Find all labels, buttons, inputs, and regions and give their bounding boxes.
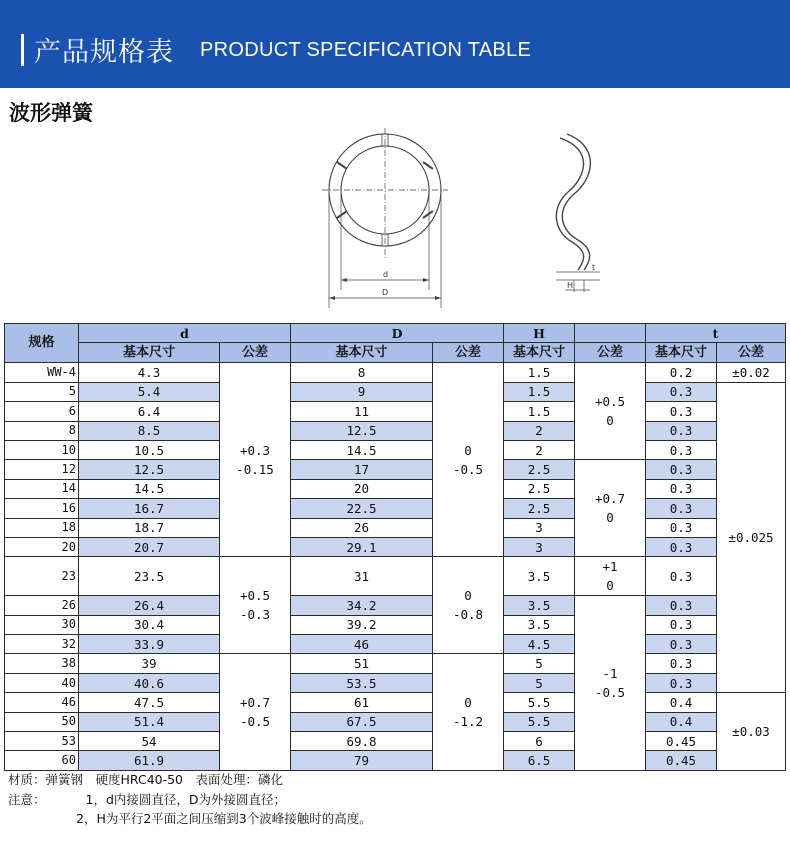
spec-table xyxy=(4,323,786,771)
product-subtitle: 波形弹簧 xyxy=(9,101,93,125)
cell-D: 9 xyxy=(291,382,433,401)
table-row xyxy=(5,518,786,537)
cell-d: 12.5 xyxy=(79,460,220,479)
cell-d: 20.7 xyxy=(79,537,220,556)
cell-H: 5.5 xyxy=(504,712,575,731)
table-row xyxy=(5,382,786,401)
tolerance-d xyxy=(220,362,291,557)
table-row xyxy=(5,751,786,770)
cell-d: 51.4 xyxy=(79,712,220,731)
tolerance-t: ±0.03 xyxy=(717,693,786,771)
cell-D: 22.5 xyxy=(291,499,433,518)
cell-H: 2 xyxy=(504,440,575,459)
notes xyxy=(8,770,372,829)
cell-H: 6.5 xyxy=(504,751,575,770)
table-row xyxy=(5,460,786,479)
note-label: 注意： xyxy=(8,791,46,807)
tolerance-lower: 0 xyxy=(606,413,614,429)
cell-spec: 20 xyxy=(5,537,79,556)
cell-t: 0.45 xyxy=(646,751,717,770)
cell-spec: 12 xyxy=(5,460,79,479)
table-row xyxy=(5,732,786,751)
material-note: 材质：弹簧钢 硬度HRC40-50 表面处理：磷化 xyxy=(8,772,284,787)
header-d-basic: 基本尺寸 xyxy=(79,343,220,362)
header-D-basic: 基本尺寸 xyxy=(291,343,433,362)
cell-t: 0.3 xyxy=(646,421,717,440)
tolerance-lower: 0 xyxy=(606,510,614,526)
cell-d: 30.4 xyxy=(79,615,220,634)
tolerance-upper: -1 xyxy=(602,666,618,682)
tolerance-upper: +0.7 xyxy=(594,491,626,507)
header-t-basic: 基本尺寸 xyxy=(646,343,717,362)
cell-spec: 26 xyxy=(5,596,79,615)
table-row xyxy=(5,537,786,556)
cell-t: 0.3 xyxy=(646,673,717,692)
cell-spec: 60 xyxy=(5,751,79,770)
tolerance-lower: -0.15 xyxy=(236,461,274,477)
cell-H: 3 xyxy=(504,518,575,537)
tolerance-lower: -0.5 xyxy=(452,461,484,477)
cell-spec: 38 xyxy=(5,654,79,673)
cell-spec: 32 xyxy=(5,635,79,654)
cell-t: 0.3 xyxy=(646,499,717,518)
tolerance-lower: -0.3 xyxy=(239,607,271,623)
cell-d: 5.4 xyxy=(79,382,220,401)
tolerance-H xyxy=(575,557,646,596)
cell-t: 0.3 xyxy=(646,382,717,401)
cell-t: 0.3 xyxy=(646,440,717,459)
tolerance-upper: +1 xyxy=(602,559,618,575)
cell-spec: 46 xyxy=(5,693,79,712)
header-d: d xyxy=(79,324,291,343)
cell-spec: 53 xyxy=(5,732,79,751)
cell-H: 3.5 xyxy=(504,596,575,615)
cell-d: 4.3 xyxy=(79,362,220,382)
cell-D: 11 xyxy=(291,402,433,421)
header-t-tol: 公差 xyxy=(717,343,786,362)
cell-t: 0.2 xyxy=(646,362,717,382)
cell-D: 26 xyxy=(291,518,433,537)
cell-H: 2 xyxy=(504,421,575,440)
cell-spec: WW-4 xyxy=(5,362,79,382)
cell-d: 47.5 xyxy=(79,693,220,712)
cell-spec: 23 xyxy=(5,557,79,596)
cell-t: 0.3 xyxy=(646,615,717,634)
banner-title-cn: 产品规格表 xyxy=(34,37,174,68)
table-row xyxy=(5,673,786,692)
cell-D: 20 xyxy=(291,479,433,498)
tolerance-lower: -0.5 xyxy=(594,685,626,701)
table-row xyxy=(5,654,786,673)
cell-t: 0.4 xyxy=(646,693,717,712)
cell-H: 3.5 xyxy=(504,557,575,596)
cell-d: 16.7 xyxy=(79,499,220,518)
cell-spec: 14 xyxy=(5,479,79,498)
header-D-tol: 公差 xyxy=(433,343,504,362)
cell-spec: 10 xyxy=(5,440,79,459)
cell-H: 1.5 xyxy=(504,362,575,382)
cell-H: 2.5 xyxy=(504,460,575,479)
note-1-text: 1，d内接圆直径，D为外接圆直径； xyxy=(85,791,287,807)
cell-spec: 18 xyxy=(5,518,79,537)
cell-D: 34.2 xyxy=(291,596,433,615)
cell-H: 4.5 xyxy=(504,635,575,654)
cell-d: 54 xyxy=(79,732,220,751)
tolerance-d xyxy=(220,654,291,770)
tolerance-upper: +0.5 xyxy=(239,588,271,604)
table-row xyxy=(5,402,786,421)
cell-d: 6.4 xyxy=(79,402,220,421)
banner-title-en: PRODUCT SPECIFICATION TABLE xyxy=(200,39,532,61)
cell-H: 5 xyxy=(504,654,575,673)
cell-t: 0.45 xyxy=(646,732,717,751)
cell-H: 5.5 xyxy=(504,693,575,712)
cell-d: 14.5 xyxy=(79,479,220,498)
table-row xyxy=(5,362,786,382)
tolerance-d xyxy=(220,557,291,654)
header-banner xyxy=(0,0,790,88)
table-row xyxy=(5,693,786,712)
tolerance-lower: -0.8 xyxy=(452,607,484,623)
cell-H: 3 xyxy=(504,537,575,556)
tolerance-upper: 0 xyxy=(464,588,472,604)
header-H: H xyxy=(504,324,575,343)
cell-d: 33.9 xyxy=(79,635,220,654)
cell-t: 0.4 xyxy=(646,712,717,731)
cell-d: 18.7 xyxy=(79,518,220,537)
cell-H: 2.5 xyxy=(504,479,575,498)
cell-spec: 50 xyxy=(5,712,79,731)
cell-spec: 6 xyxy=(5,402,79,421)
tolerance-t: ±0.02 xyxy=(717,362,786,382)
cell-d: 23.5 xyxy=(79,557,220,596)
cell-D: 39.2 xyxy=(291,615,433,634)
cell-D: 61 xyxy=(291,693,433,712)
table-row xyxy=(5,615,786,634)
tolerance-D xyxy=(433,362,504,557)
cell-H: 1.5 xyxy=(504,402,575,421)
cell-d: 61.9 xyxy=(79,751,220,770)
label-d: d xyxy=(383,270,389,279)
cell-t: 0.3 xyxy=(646,635,717,654)
table-row xyxy=(5,712,786,731)
cell-H: 3.5 xyxy=(504,615,575,634)
tolerance-H xyxy=(575,362,646,460)
cell-t: 0.3 xyxy=(646,654,717,673)
cell-D: 69.8 xyxy=(291,732,433,751)
header-H-tol: 公差 xyxy=(575,343,646,362)
cell-spec: 40 xyxy=(5,673,79,692)
cell-d: 40.6 xyxy=(79,673,220,692)
cell-d: 39 xyxy=(79,654,220,673)
cell-spec: 5 xyxy=(5,382,79,401)
cell-t: 0.3 xyxy=(646,402,717,421)
cell-H: 2.5 xyxy=(504,499,575,518)
cell-D: 17 xyxy=(291,460,433,479)
tolerance-upper: +0.7 xyxy=(239,695,271,711)
tolerance-lower: 0 xyxy=(606,578,614,594)
cell-t: 0.3 xyxy=(646,479,717,498)
tolerance-lower: -0.5 xyxy=(239,714,271,730)
cell-t: 0.3 xyxy=(646,460,717,479)
label-D: D xyxy=(382,288,389,297)
tolerance-upper: 0 xyxy=(464,442,472,458)
cell-t: 0.3 xyxy=(646,557,717,596)
header-D: D xyxy=(291,324,504,343)
cell-D: 14.5 xyxy=(291,440,433,459)
header-spec: 规格 xyxy=(5,324,79,363)
cell-t: 0.3 xyxy=(646,518,717,537)
table-row xyxy=(5,421,786,440)
cell-D: 29.1 xyxy=(291,537,433,556)
label-H: H xyxy=(567,281,574,290)
cell-H: 6 xyxy=(504,732,575,751)
cell-D: 53.5 xyxy=(291,673,433,692)
tolerance-upper: +0.5 xyxy=(594,394,626,410)
cell-H: 5 xyxy=(504,673,575,692)
cell-spec: 30 xyxy=(5,615,79,634)
cell-D: 31 xyxy=(291,557,433,596)
note-1 xyxy=(8,790,372,810)
header-H-basic: 基本尺寸 xyxy=(504,343,575,362)
table-row xyxy=(5,557,786,596)
cell-t: 0.3 xyxy=(646,596,717,615)
cell-D: 79 xyxy=(291,751,433,770)
cell-spec: 8 xyxy=(5,421,79,440)
table-row xyxy=(5,596,786,615)
cell-D: 67.5 xyxy=(291,712,433,731)
cell-D: 12.5 xyxy=(291,421,433,440)
cell-d: 10.5 xyxy=(79,440,220,459)
cell-d: 26.4 xyxy=(79,596,220,615)
note-2 xyxy=(8,809,372,829)
table-row xyxy=(5,479,786,498)
tolerance-t: ±0.025 xyxy=(717,382,786,692)
tolerance-H xyxy=(575,460,646,557)
cell-D: 46 xyxy=(291,635,433,654)
header-d-tol: 公差 xyxy=(220,343,291,362)
note-2-text: 2，H为平行2平面之间压缩到3个波峰接触时的高度。 xyxy=(76,811,372,826)
cell-H: 1.5 xyxy=(504,382,575,401)
cell-D: 8 xyxy=(291,362,433,382)
tolerance-D xyxy=(433,654,504,770)
table-row xyxy=(5,440,786,459)
tolerance-lower: -1.2 xyxy=(452,714,484,730)
cell-d: 8.5 xyxy=(79,421,220,440)
cell-t: 0.3 xyxy=(646,537,717,556)
header-H-blank xyxy=(575,324,646,343)
table-row xyxy=(5,499,786,518)
tolerance-upper: 0 xyxy=(464,695,472,711)
label-t: t xyxy=(592,263,596,272)
spec-table-body xyxy=(5,362,786,770)
tolerance-upper: +0.3 xyxy=(239,442,271,458)
cell-D: 51 xyxy=(291,654,433,673)
cell-spec: 16 xyxy=(5,499,79,518)
tolerance-D xyxy=(433,557,504,654)
table-row xyxy=(5,635,786,654)
washer-plan-view xyxy=(322,128,448,308)
technical-drawing xyxy=(310,120,610,320)
banner-accent-bar xyxy=(21,34,24,66)
tolerance-H xyxy=(575,596,646,771)
header-t: t xyxy=(646,324,786,343)
